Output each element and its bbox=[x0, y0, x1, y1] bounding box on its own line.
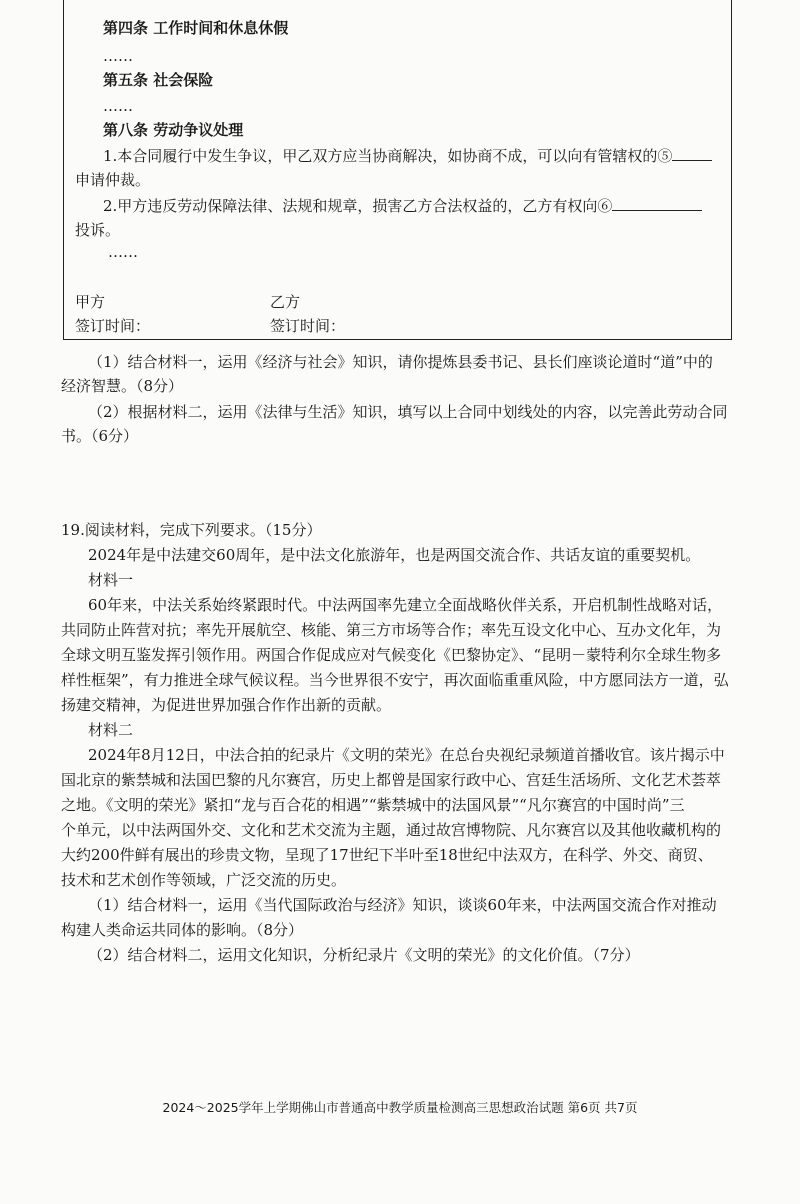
material-2-label: 材料二 bbox=[88, 721, 134, 739]
q19-sub2: （2）结合材料二，运用文化知识，分析纪录片《文明的荣光》的文化价值。（7分） bbox=[88, 946, 640, 964]
contract-box bbox=[63, 0, 732, 340]
material-2-line: 2024年8月12日，中法合拍的纪录片《文明的荣光》在总台央视纪录频道首播收官。该片揭示中 bbox=[88, 746, 725, 764]
article-8-title: 第八条 劳动争议处理 bbox=[103, 121, 244, 139]
material-2-line: 大约200件鲜有展出的珍贵文物，呈现了17世纪下半叶至18世纪中法双方，在科学、外交、商贸、 bbox=[61, 846, 713, 864]
material-1-line: 全球文明互鉴发挥引领作用。两国合作促成应对气候变化《巴黎协定》、“昆明－蒙特利尔全球生物多 bbox=[61, 646, 722, 664]
page-footer: 2024～2025学年上学期佛山市普通高中教学质量检测高三思想政治试题 第6页 共7页 bbox=[162, 1100, 638, 1115]
material-2-line: 个单元，以中法两国外交、文化和艺术交流为主题，通过故宫博物院、凡尔赛宫以及其他收藏机构的 bbox=[61, 821, 722, 839]
q19-sub1-line2: 构建人类命运共同体的影响。（8分） bbox=[61, 921, 304, 939]
sign-time-a: 签订时间： bbox=[75, 317, 151, 335]
material-2-line: 之地。《文明的荣光》紧扣“龙与百合花的相遇”“紫禁城中的法国风景”“凡尔赛宫的中国时尚”三 bbox=[61, 796, 685, 814]
sign-time-b: 签订时间： bbox=[270, 317, 346, 335]
ellipsis-3: …… bbox=[108, 243, 138, 261]
q19-heading: 19.阅读材料，完成下列要求。（15分） bbox=[61, 521, 322, 539]
q18-sub1-line1: （1）结合材料一，运用《经济与社会》知识，请你提炼县委书记、县长们座谈论道时“道”中的 bbox=[88, 353, 713, 371]
article-8-item-2 bbox=[103, 196, 702, 216]
material-2-line: 国北京的紫禁城和法国巴黎的凡尔赛宫，历史上都曾是国家行政中心、宫廷生活场所、文化艺术荟萃 bbox=[61, 771, 722, 789]
blank-6 bbox=[612, 196, 702, 211]
q18-sub1-line2: 经济智慧。（8分） bbox=[61, 377, 184, 395]
article-5-title: 第五条 社会保险 bbox=[103, 71, 214, 89]
party-b: 乙方 bbox=[270, 293, 301, 311]
article-8-item-2-text: 2.甲方违反劳动保障法律、法规和规章，损害乙方合法权益的，乙方有权向⑥ bbox=[103, 197, 613, 215]
material-1-line: 共同防止阵营对抗；率先开展航空、核能、第三方市场等合作；率先互设文化中心、互办文化年，为 bbox=[61, 621, 722, 639]
article-8-item-1-cont: 申请仲裁。 bbox=[75, 171, 151, 189]
material-1-line: 60年来，中法关系始终紧跟时代。中法两国率先建立全面战略伙伴关系，开启机制性战略对话， bbox=[88, 596, 723, 614]
ellipsis-2: …… bbox=[103, 97, 133, 115]
article-4-title: 第四条 工作时间和休息休假 bbox=[103, 19, 289, 37]
material-1-label: 材料一 bbox=[88, 571, 134, 589]
article-8-item-2-cont: 投诉。 bbox=[75, 221, 121, 239]
q18-sub2-line2: 书。（6分） bbox=[61, 427, 139, 445]
blank-5 bbox=[672, 146, 712, 161]
party-a: 甲方 bbox=[75, 293, 106, 311]
article-8-item-1 bbox=[103, 146, 712, 166]
ellipsis-1: …… bbox=[103, 47, 133, 65]
q19-intro: 2024年是中法建交60周年，是中法文化旅游年，也是两国交流合作、共话友谊的重要契机。 bbox=[88, 546, 701, 564]
q18-sub2-line1: （2）根据材料二，运用《法律与生活》知识，填写以上合同中划线处的内容，以完善此劳动合同 bbox=[88, 403, 728, 421]
material-1-line: 样性框架”，有力推进全球气候议程。当今世界很不安宁，再次面临重重风险，中方愿同法方一道，弘 bbox=[61, 671, 729, 689]
material-2-line: 技术和艺术创作等领域，广泛交流的历史。 bbox=[61, 871, 347, 889]
article-8-item-1-text: 1.本合同履行中发生争议，甲乙双方应当协商解决，如协商不成，可以向有管辖权的⑤ bbox=[103, 147, 673, 165]
q19-sub1-line1: （1）结合材料一，运用《当代国际政治与经济》知识，谈谈60年来，中法两国交流合作对推动 bbox=[88, 896, 717, 914]
material-1-line: 扬建交精神，为促进世界加强合作作出新的贡献。 bbox=[61, 696, 392, 714]
